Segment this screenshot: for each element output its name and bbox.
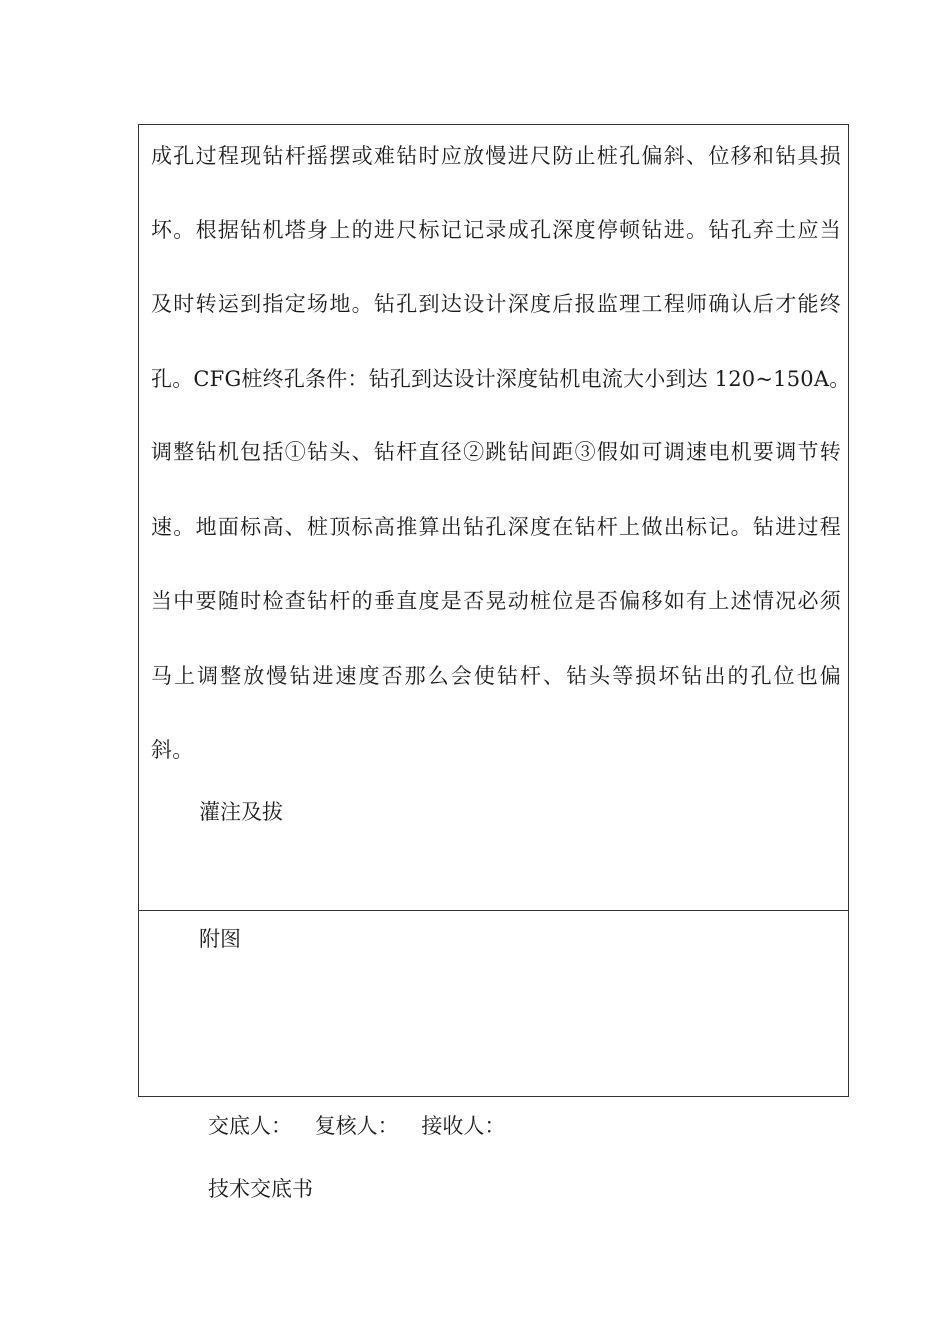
receiver-label: 接收人： — [421, 1114, 506, 1138]
body-line-4: 孔。CFG桩终孔条件：钻孔到达设计深度钻机电流大小到达 120~150A。 — [151, 367, 851, 391]
body-line-6: 速。地面标高、桩顶标高推算出钻孔深度在钻杆上做出标记。钻进过程 — [151, 515, 841, 539]
body-line-5: 调整钻机包括①钻头、钻杆直径②跳钻间距③假如可调速电机要调节转 — [151, 440, 841, 464]
reviewer-label: 复核人： — [314, 1114, 399, 1138]
signature-row — [208, 1112, 521, 1140]
body-line-8: 马上调整放慢钻进速度否那么会使钻杆、钻头等损坏钻出的孔位也偏 — [151, 664, 841, 688]
figure-label: 附图 — [199, 927, 241, 951]
body-cell — [139, 125, 851, 911]
body-line-2: 坏。根据钻机塔身上的进尺标记记录成孔深度停顿钻进。钻孔弃土应当 — [151, 218, 841, 242]
body-line-3: 及时转运到指定场地。钻孔到达设计深度后报监理工程师确认后才能终 — [151, 292, 841, 316]
body-line-7: 当中要随时检查钻杆的垂直度是否晃动桩位是否偏移如有上述情况必须 — [151, 589, 841, 613]
body-line-9: 斜。 — [151, 738, 194, 762]
section-heading: 灌注及拔 — [199, 800, 283, 824]
figure-cell — [139, 911, 848, 1096]
document-title: 技术交底书 — [208, 1177, 313, 1201]
disclosure-table — [138, 124, 849, 1097]
body-line-1: 成孔过程现钻杆摇摆或难钻时应放慢进尺防止桩孔偏斜、位移和钻具损 — [151, 144, 841, 168]
handover-person-label: 交底人： — [208, 1114, 292, 1138]
